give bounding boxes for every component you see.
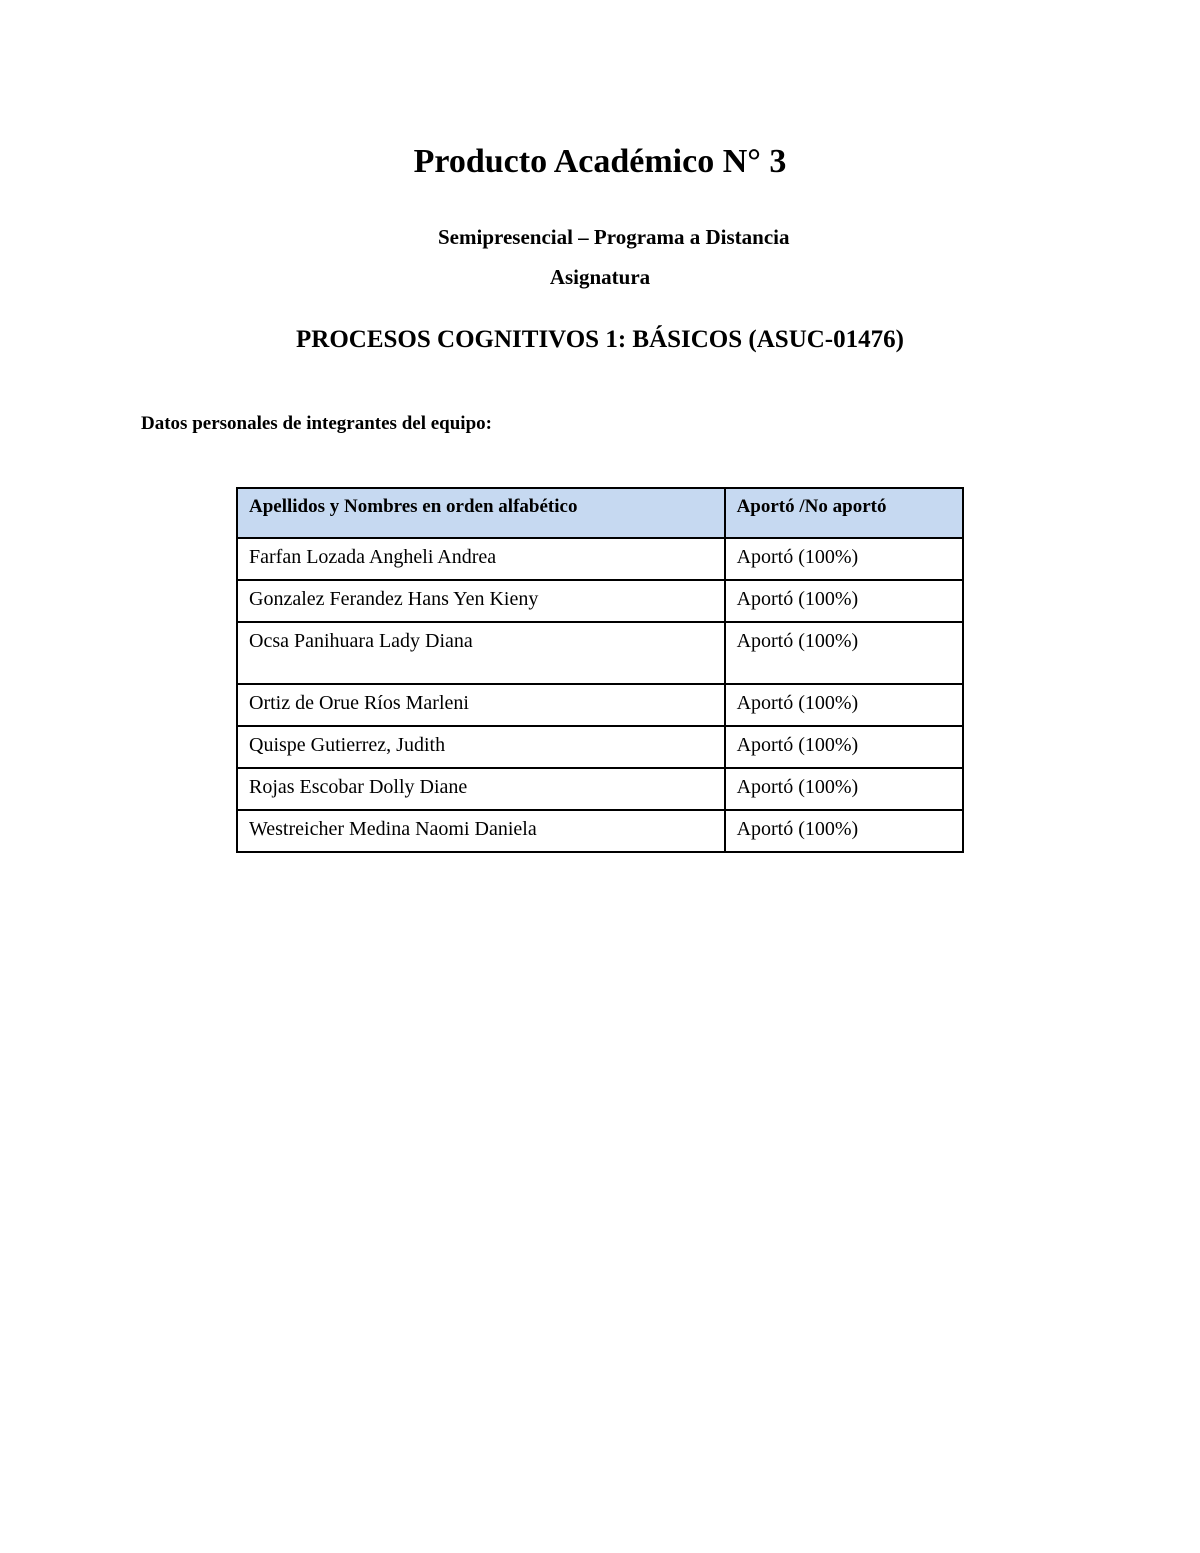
header-name: Apellidos y Nombres en orden alfabético [237,488,725,538]
member-status: Aportó (100%) [725,810,963,852]
member-name: Rojas Escobar Dolly Diane [237,768,725,810]
course-title: PROCESOS COGNITIVOS 1: BÁSICOS (ASUC-01476) [296,326,904,353]
member-status: Aportó (100%) [725,684,963,726]
member-status: Aportó (100%) [725,580,963,622]
document-subtitle: Semipresencial – Programa a Distancia [438,225,790,249]
header-status: Aportó /No aportó [725,488,963,538]
table-row [237,726,963,768]
table-row [237,810,963,852]
member-status: Aportó (100%) [725,622,963,684]
member-status: Aportó (100%) [725,726,963,768]
member-name: Ocsa Panihuara Lady Diana [237,622,725,684]
table-header-row [237,488,963,538]
member-name: Farfan Lozada Angheli Andrea [237,538,725,580]
member-name: Ortiz de Orue Ríos Marleni [237,684,725,726]
team-members-table [236,487,964,853]
table-row [237,768,963,810]
table-row [237,538,963,580]
member-status: Aportó (100%) [725,768,963,810]
member-name: Gonzalez Ferandez Hans Yen Kieny [237,580,725,622]
member-name: Westreicher Medina Naomi Daniela [237,810,725,852]
subject-label: Asignatura [549,265,651,289]
member-name: Quispe Gutierrez, Judith [237,726,725,768]
table-row [237,684,963,726]
table-row [237,580,963,622]
member-status: Aportó (100%) [725,538,963,580]
table-row [237,622,963,684]
document-title: Producto Académico N° 3 [413,143,787,180]
section-label: Datos personales de integrantes del equipo: [141,413,492,434]
